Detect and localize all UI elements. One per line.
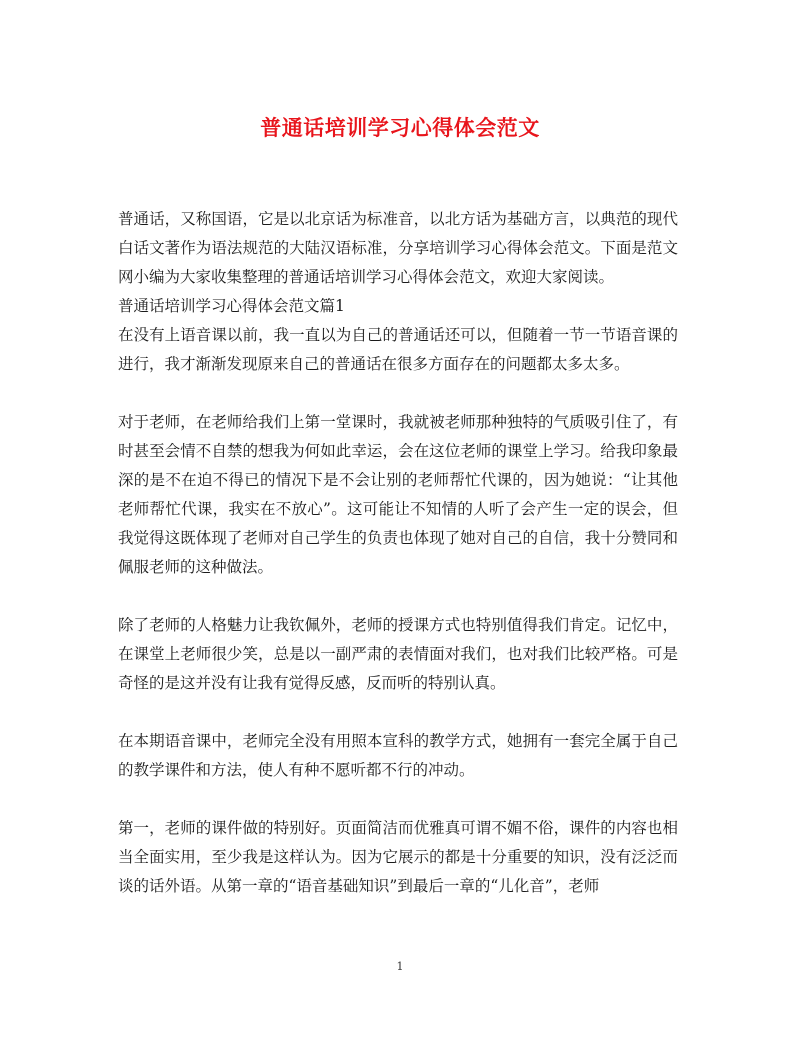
document-title: 普通话培训学习心得体会范文 [260, 115, 540, 140]
body-paragraph: 对于老师，在老师给我们上第一堂课时，我就被老师那种独特的气质吸引住了，有时甚至会情不自禁的想我为何如此幸运，会在这位老师的课堂上学习。给我印象最深的是不在迫不得已的情况下是不会让别的老师帮忙代课的，因为她说：“让其他老师帮忙代课，我实在不放心”。这可能让不知情的人听了会产生一定的误会，但我觉得这既体现了老师对自己学生的负责也体现了她对自己的自信，我十分赞同和佩服老师的这种做法。 [118, 413, 678, 576]
document-body [118, 205, 678, 901]
section-heading: 普通话培训学习心得体会范文篇1 [118, 297, 345, 315]
intro-paragraph: 普通话，又称国语，它是以北京话为标准音，以北方话为基础方言，以典范的现代白话文著作为语法规范的大陆汉语标准，分享培训学习心得体会范文。下面是范文网小编为大家收集整理的普通话培训学习心得体会范文，欢迎大家阅读。 [118, 210, 678, 286]
body-paragraph: 除了老师的人格魅力让我钦佩外，老师的授课方式也特别值得我们肯定。记忆中，在课堂上老师很少笑，总是以一副严肃的表情面对我们，也对我们比较严格。可是奇怪的是这并没有让我有觉得反感，反而听的特别认真。 [118, 616, 678, 692]
body-paragraph: 在没有上语音课以前，我一直以为自己的普通话还可以，但随着一节一节语音课的进行，我才渐渐发现原来自己的普通话在很多方面存在的问题都太多太多。 [118, 326, 678, 373]
page-number: 1 [396, 960, 404, 973]
body-paragraph: 在本期语音课中，老师完全没有用照本宣科的教学方式，她拥有一套完全属于自己的教学课件和方法，使人有种不愿听都不行的冲动。 [118, 732, 678, 779]
body-paragraph: 第一，老师的课件做的特别好。页面简洁而优雅真可谓不媚不俗，课件的内容也相当全面实用，至少我是这样认为。因为它展示的都是十分重要的知识，没有泛泛而谈的话外语。从第一章的“语音基础知识”到最后一章的“儿化音”，老师 [118, 819, 678, 895]
